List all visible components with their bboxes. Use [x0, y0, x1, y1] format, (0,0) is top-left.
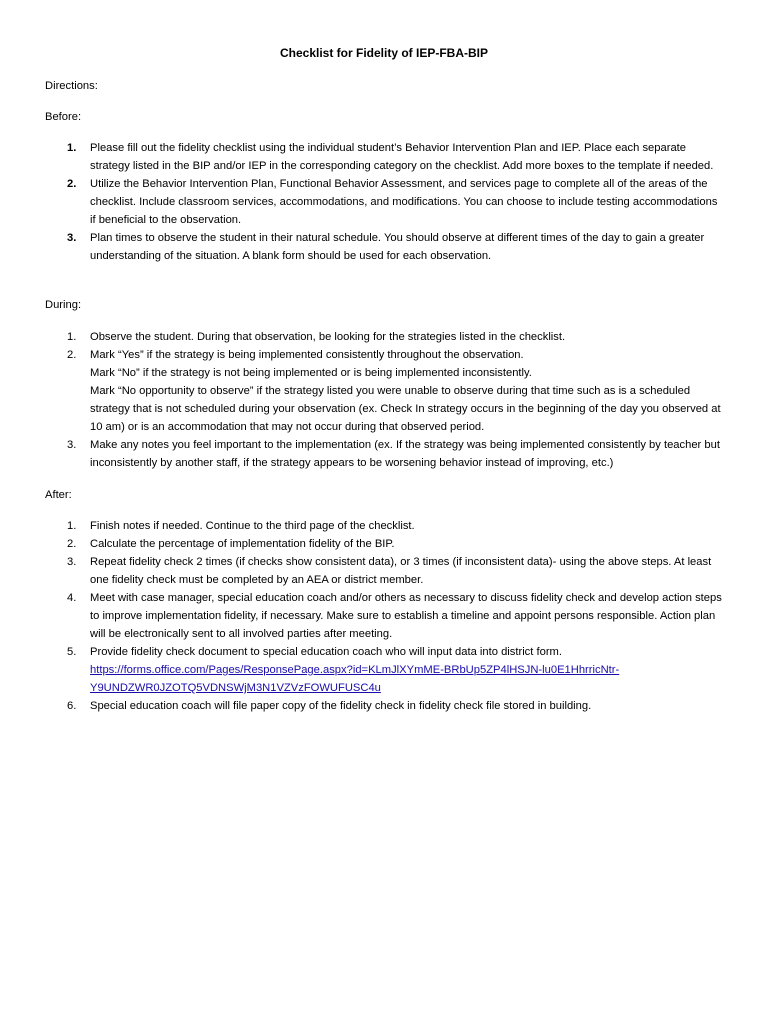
item-text: Repeat fidelity check 2 times (if checks show consistent data), or 3 times (if inconsistent data)- using the above steps. At least one fidelity check must be completed by an AEA or district member. — [90, 556, 712, 586]
item-number: 2. — [67, 538, 77, 550]
item-number: 5. — [67, 646, 77, 658]
item-text-no: Mark “No” if the strategy is not being implemented or is being implemented inconsistently. — [90, 367, 532, 379]
item-text: Meet with case manager, special education coach and/or others as necessary to discuss fidelity check and develop action steps to improve implementation fidelity, if necessary. Make sure to establish a timeline and appoint persons responsible. Action plan will be electronically sent to all involved parties after meeting. — [90, 592, 722, 640]
item-number: 2. — [67, 349, 77, 361]
list-item — [45, 436, 725, 472]
item-text: Make any notes you feel important to the implementation (ex. If the strategy was being implemented consistently by teacher but inconsistently by another staff, if the strategy appears to be worsening behavior instead of improving, etc.) — [90, 439, 720, 469]
item-text: Provide fidelity check document to special education coach who will input data into district form. — [90, 646, 562, 658]
item-text-no-opportunity: Mark “No opportunity to observe” if the strategy listed you were unable to observe during that time such as is a scheduled strategy that is not scheduled during your observation (ex. Check In strategy occurs in the beginning of the day you observed at 10 am) or is an accommodation that may not occur during that observed period. — [90, 385, 721, 433]
list-item — [45, 517, 725, 535]
during-label: During: — [45, 299, 82, 311]
item-number: 1. — [67, 520, 77, 532]
item-number: 2. — [67, 178, 77, 190]
item-text: Please fill out the fidelity checklist using the individual student’s Behavior Intervention Plan and IEP. Place each separate strategy listed in the BIP and/or IEP in the corresponding category on the checklist. Add more boxes to the template if needed. — [90, 142, 714, 172]
directions-label: Directions: — [45, 80, 98, 92]
item-text: Utilize the Behavior Intervention Plan, Functional Behavior Assessment, and services page to complete all of the areas of the checklist. Include classroom services, accommodations, and modifications. You can choose to include testing accommodations if beneficial to the observation. — [90, 178, 718, 226]
after-label: After: — [45, 489, 72, 501]
list-item — [45, 175, 725, 229]
district-form-link[interactable] — [90, 661, 725, 697]
item-text: Plan times to observe the student in their natural schedule. You should observe at different times of the day to gain a greater understanding of the situation. A blank form should be used for each observation. — [90, 232, 705, 262]
item-text: Calculate the percentage of implementation fidelity of the BIP. — [90, 538, 395, 550]
item-number: 3. — [67, 232, 77, 244]
before-list — [45, 139, 725, 265]
list-item — [45, 229, 725, 265]
item-text: Observe the student. During that observation, be looking for the strategies listed in the checklist. — [90, 331, 566, 343]
item-number: 3. — [67, 556, 77, 568]
list-item — [45, 589, 725, 643]
list-item — [45, 553, 725, 589]
item-number: 1. — [67, 331, 77, 343]
list-item — [45, 535, 725, 553]
during-list — [45, 328, 725, 472]
link-text-line-2: Y9UNDZWR0JZOTQ5VDNSWjM3N1VZVzFOWUFUSC4u — [90, 682, 381, 694]
before-label: Before: — [45, 111, 82, 123]
document-title: Checklist for Fidelity of IEP-FBA-BIP — [279, 46, 489, 60]
item-number: 1. — [67, 142, 77, 154]
list-item — [45, 139, 725, 175]
item-text: Special education coach will file paper copy of the fidelity check in fidelity check file stored in building. — [90, 700, 592, 712]
item-number: 6. — [67, 700, 77, 712]
item-number: 3. — [67, 439, 77, 451]
item-text-yes: Mark “Yes” if the strategy is being implemented consistently throughout the observation. — [90, 349, 524, 361]
link-text-line-1: https://forms.office.com/Pages/ResponsePage.aspx?id=KLmJlXYmME-BRbUp5ZP4lHSJN-lu0E1HhrricNtr- — [90, 664, 620, 676]
list-item — [45, 328, 725, 346]
list-item — [45, 643, 725, 697]
item-number: 4. — [67, 592, 77, 604]
after-list — [45, 517, 725, 715]
list-item — [45, 697, 725, 715]
list-item — [45, 346, 725, 436]
item-text: Finish notes if needed. Continue to the third page of the checklist. — [90, 520, 415, 532]
